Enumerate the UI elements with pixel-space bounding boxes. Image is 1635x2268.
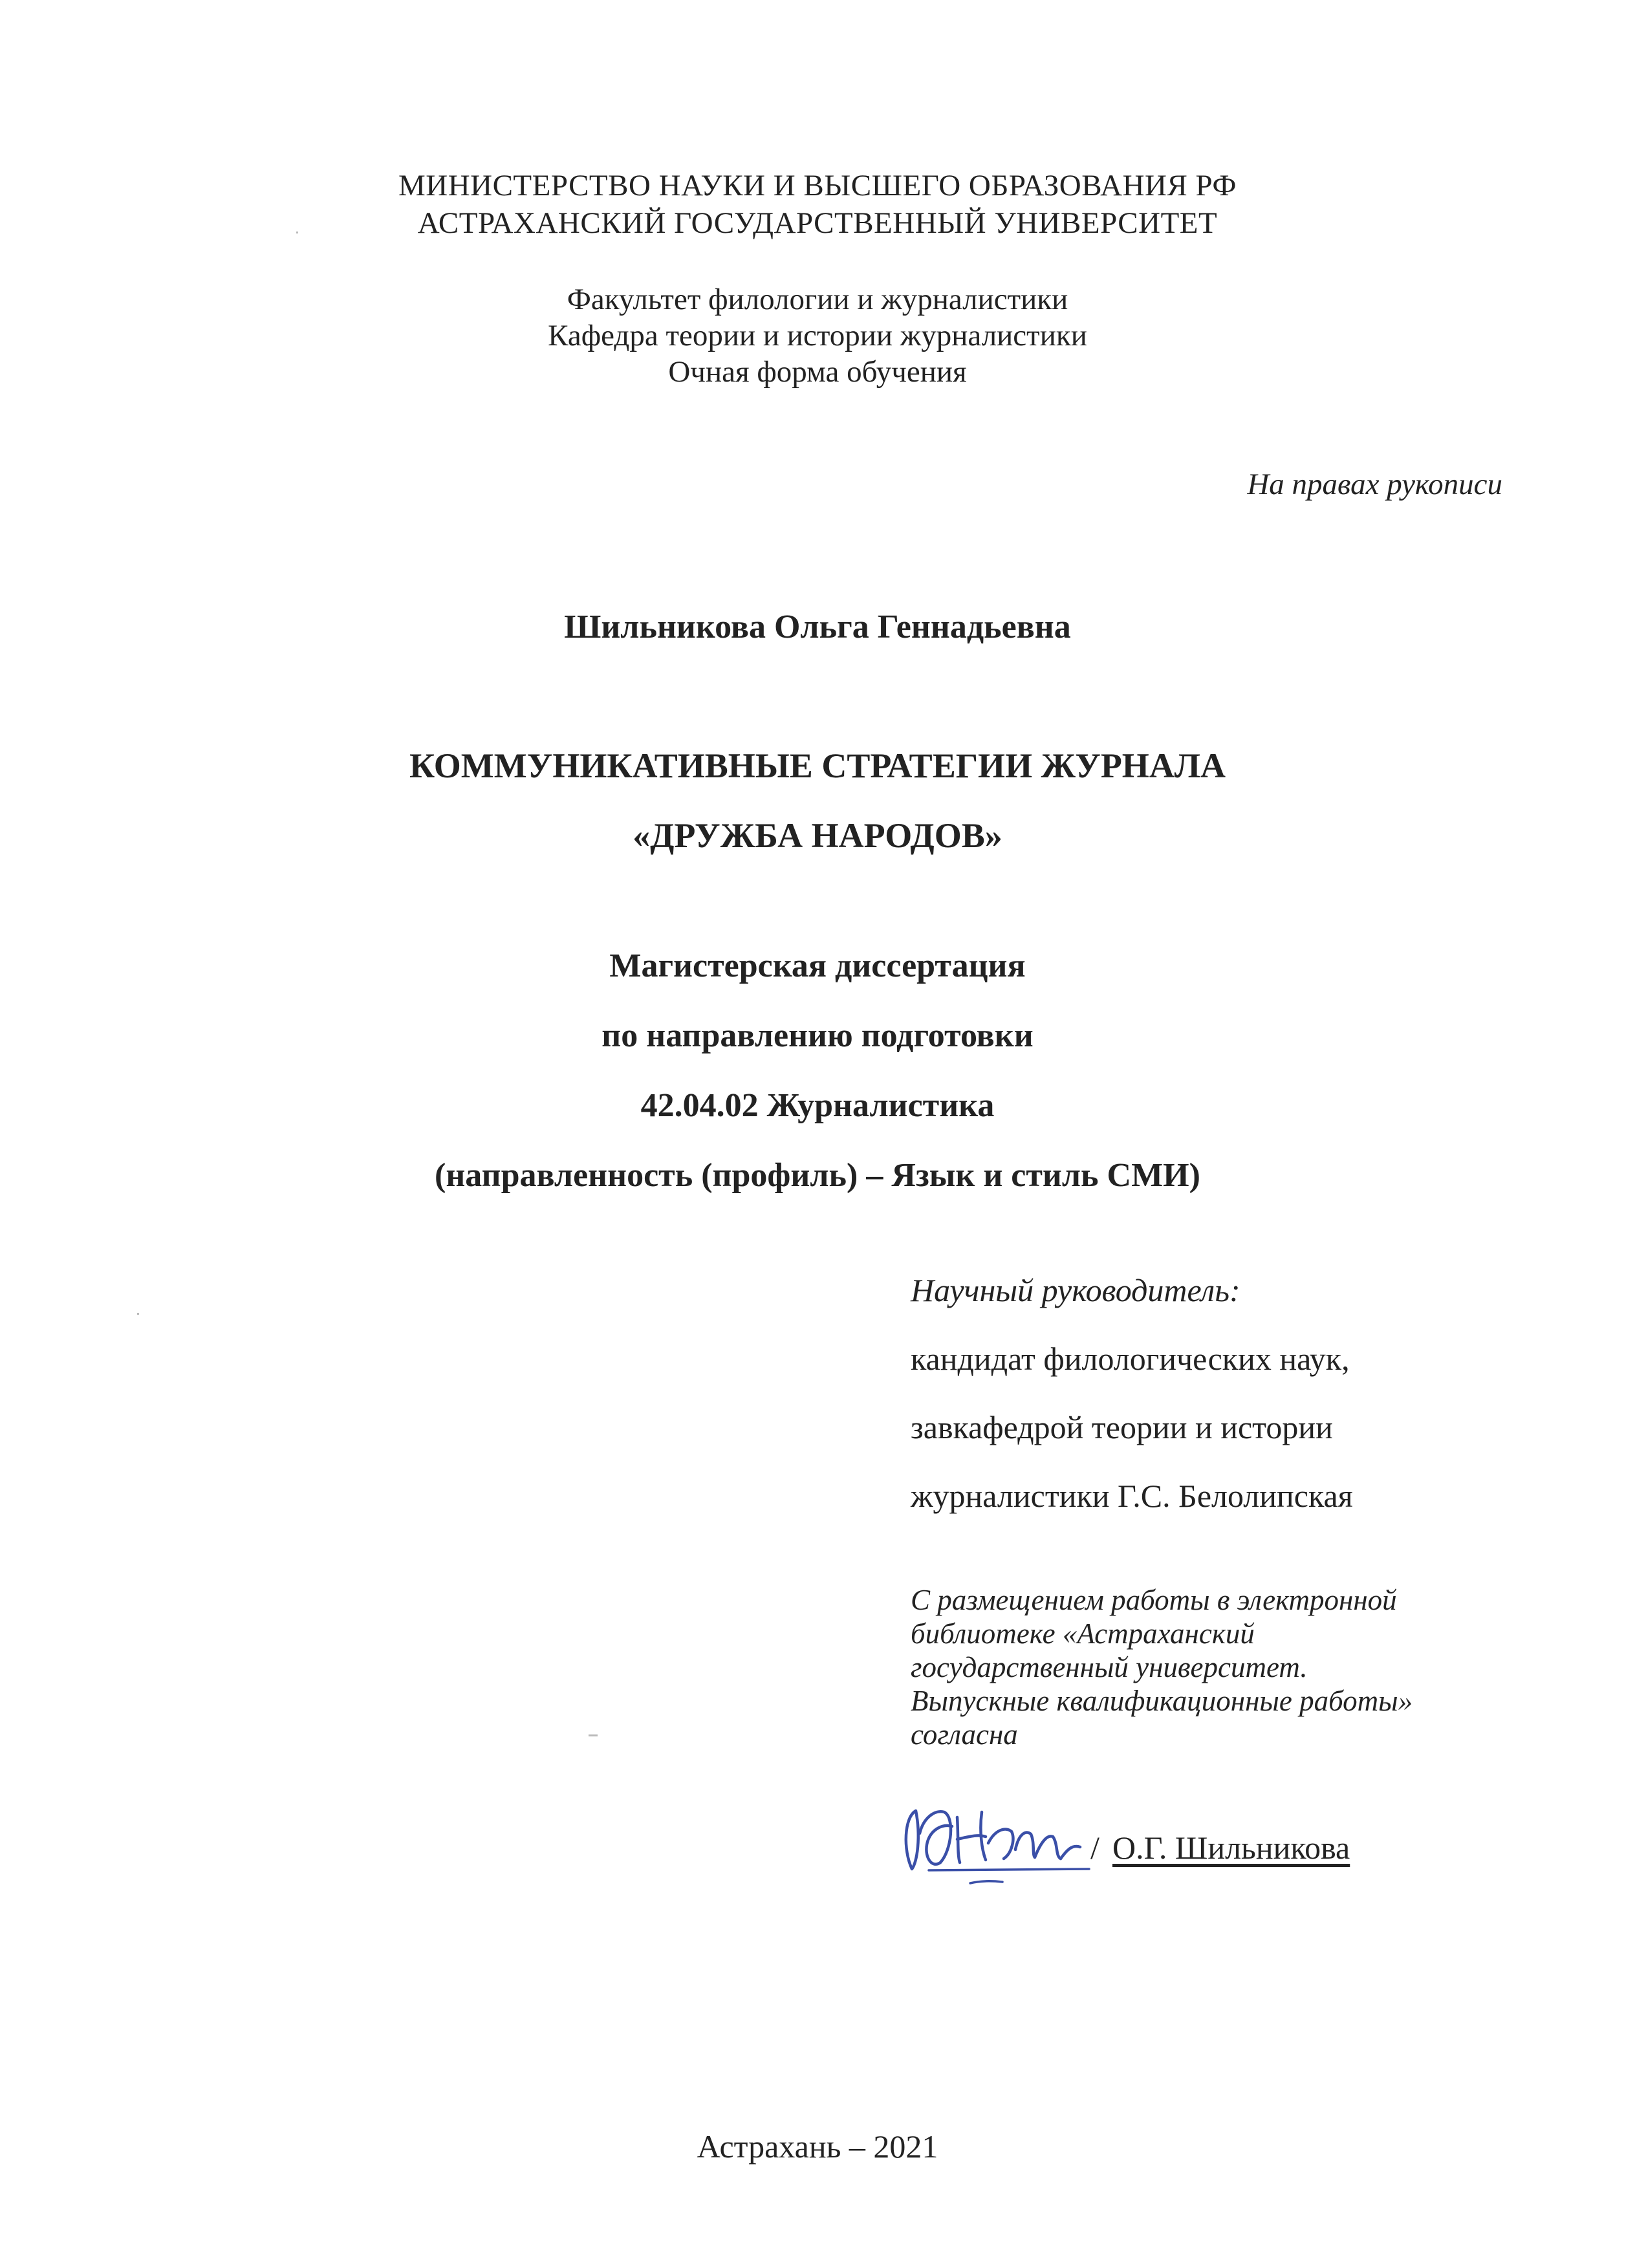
signatory-name: О.Г. Шильникова [1112, 1830, 1350, 1866]
degree-info [0, 931, 1635, 1211]
handwritten-signature [898, 1772, 1092, 1888]
degree-profile: (направленность (профиль) – Язык и стиль СМИ) [435, 1157, 1200, 1194]
thesis-title-line-2: «ДРУЖБА НАРОДОВ» [633, 816, 1002, 855]
supervisor-position: завкафедрой теории и истории [911, 1409, 1333, 1445]
degree-type: Магистерская диссертация [609, 947, 1026, 984]
library-consent [911, 1583, 1413, 1751]
consent-line-1: С размещением работы в электронной [911, 1584, 1397, 1616]
degree-program-code: 42.04.02 Журналистика [640, 1087, 995, 1124]
supervisor-degree: кандидат филологических наук, [911, 1341, 1350, 1377]
scan-speck [137, 1313, 139, 1315]
supervisor-block [911, 1256, 1353, 1530]
signature-row [898, 1772, 1480, 1888]
author-name: Шильникова Ольга Геннадьевна [564, 609, 1071, 645]
consent-line-2: библиотеке «Астраханский [911, 1617, 1255, 1650]
consent-line-3: государственный университет. [911, 1651, 1308, 1683]
consent-line-5: согласна [911, 1718, 1018, 1751]
study-form: Очная форма обучения [668, 355, 967, 389]
rights-note: На правах рукописи [1247, 468, 1502, 501]
thesis-title [0, 731, 1635, 870]
signature-separator: / [1090, 1830, 1099, 1866]
thesis-title-line-1: КОММУНИКАТИВНЫЕ СТРАТЕГИИ ЖУРНАЛА [409, 746, 1226, 785]
supervisor-label: Научный руководитель: [911, 1272, 1240, 1308]
university-name: АСТРАХАНСКИЙ ГОСУДАРСТВЕННЫЙ УНИВЕРСИТЕТ [417, 206, 1218, 240]
department-name: Кафедра теории и истории журналистики [548, 319, 1087, 352]
scan-speck [296, 232, 298, 233]
scan-speck [589, 1734, 598, 1736]
consent-line-4: Выпускные квалификационные работы» [911, 1685, 1413, 1717]
supervisor-name: журналистики Г.С. Белолипская [911, 1478, 1353, 1514]
organization-header [0, 167, 1635, 242]
city-and-year: Астрахань – 2021 [697, 2128, 938, 2165]
faculty-name: Факультет филологии и журналистики [567, 283, 1068, 316]
degree-direction-label: по направлению подготовки [601, 1017, 1034, 1054]
ministry-name: МИНИСТЕРСТВО НАУКИ И ВЫСШЕГО ОБРАЗОВАНИЯ РФ [398, 169, 1237, 202]
department-header [0, 281, 1635, 390]
